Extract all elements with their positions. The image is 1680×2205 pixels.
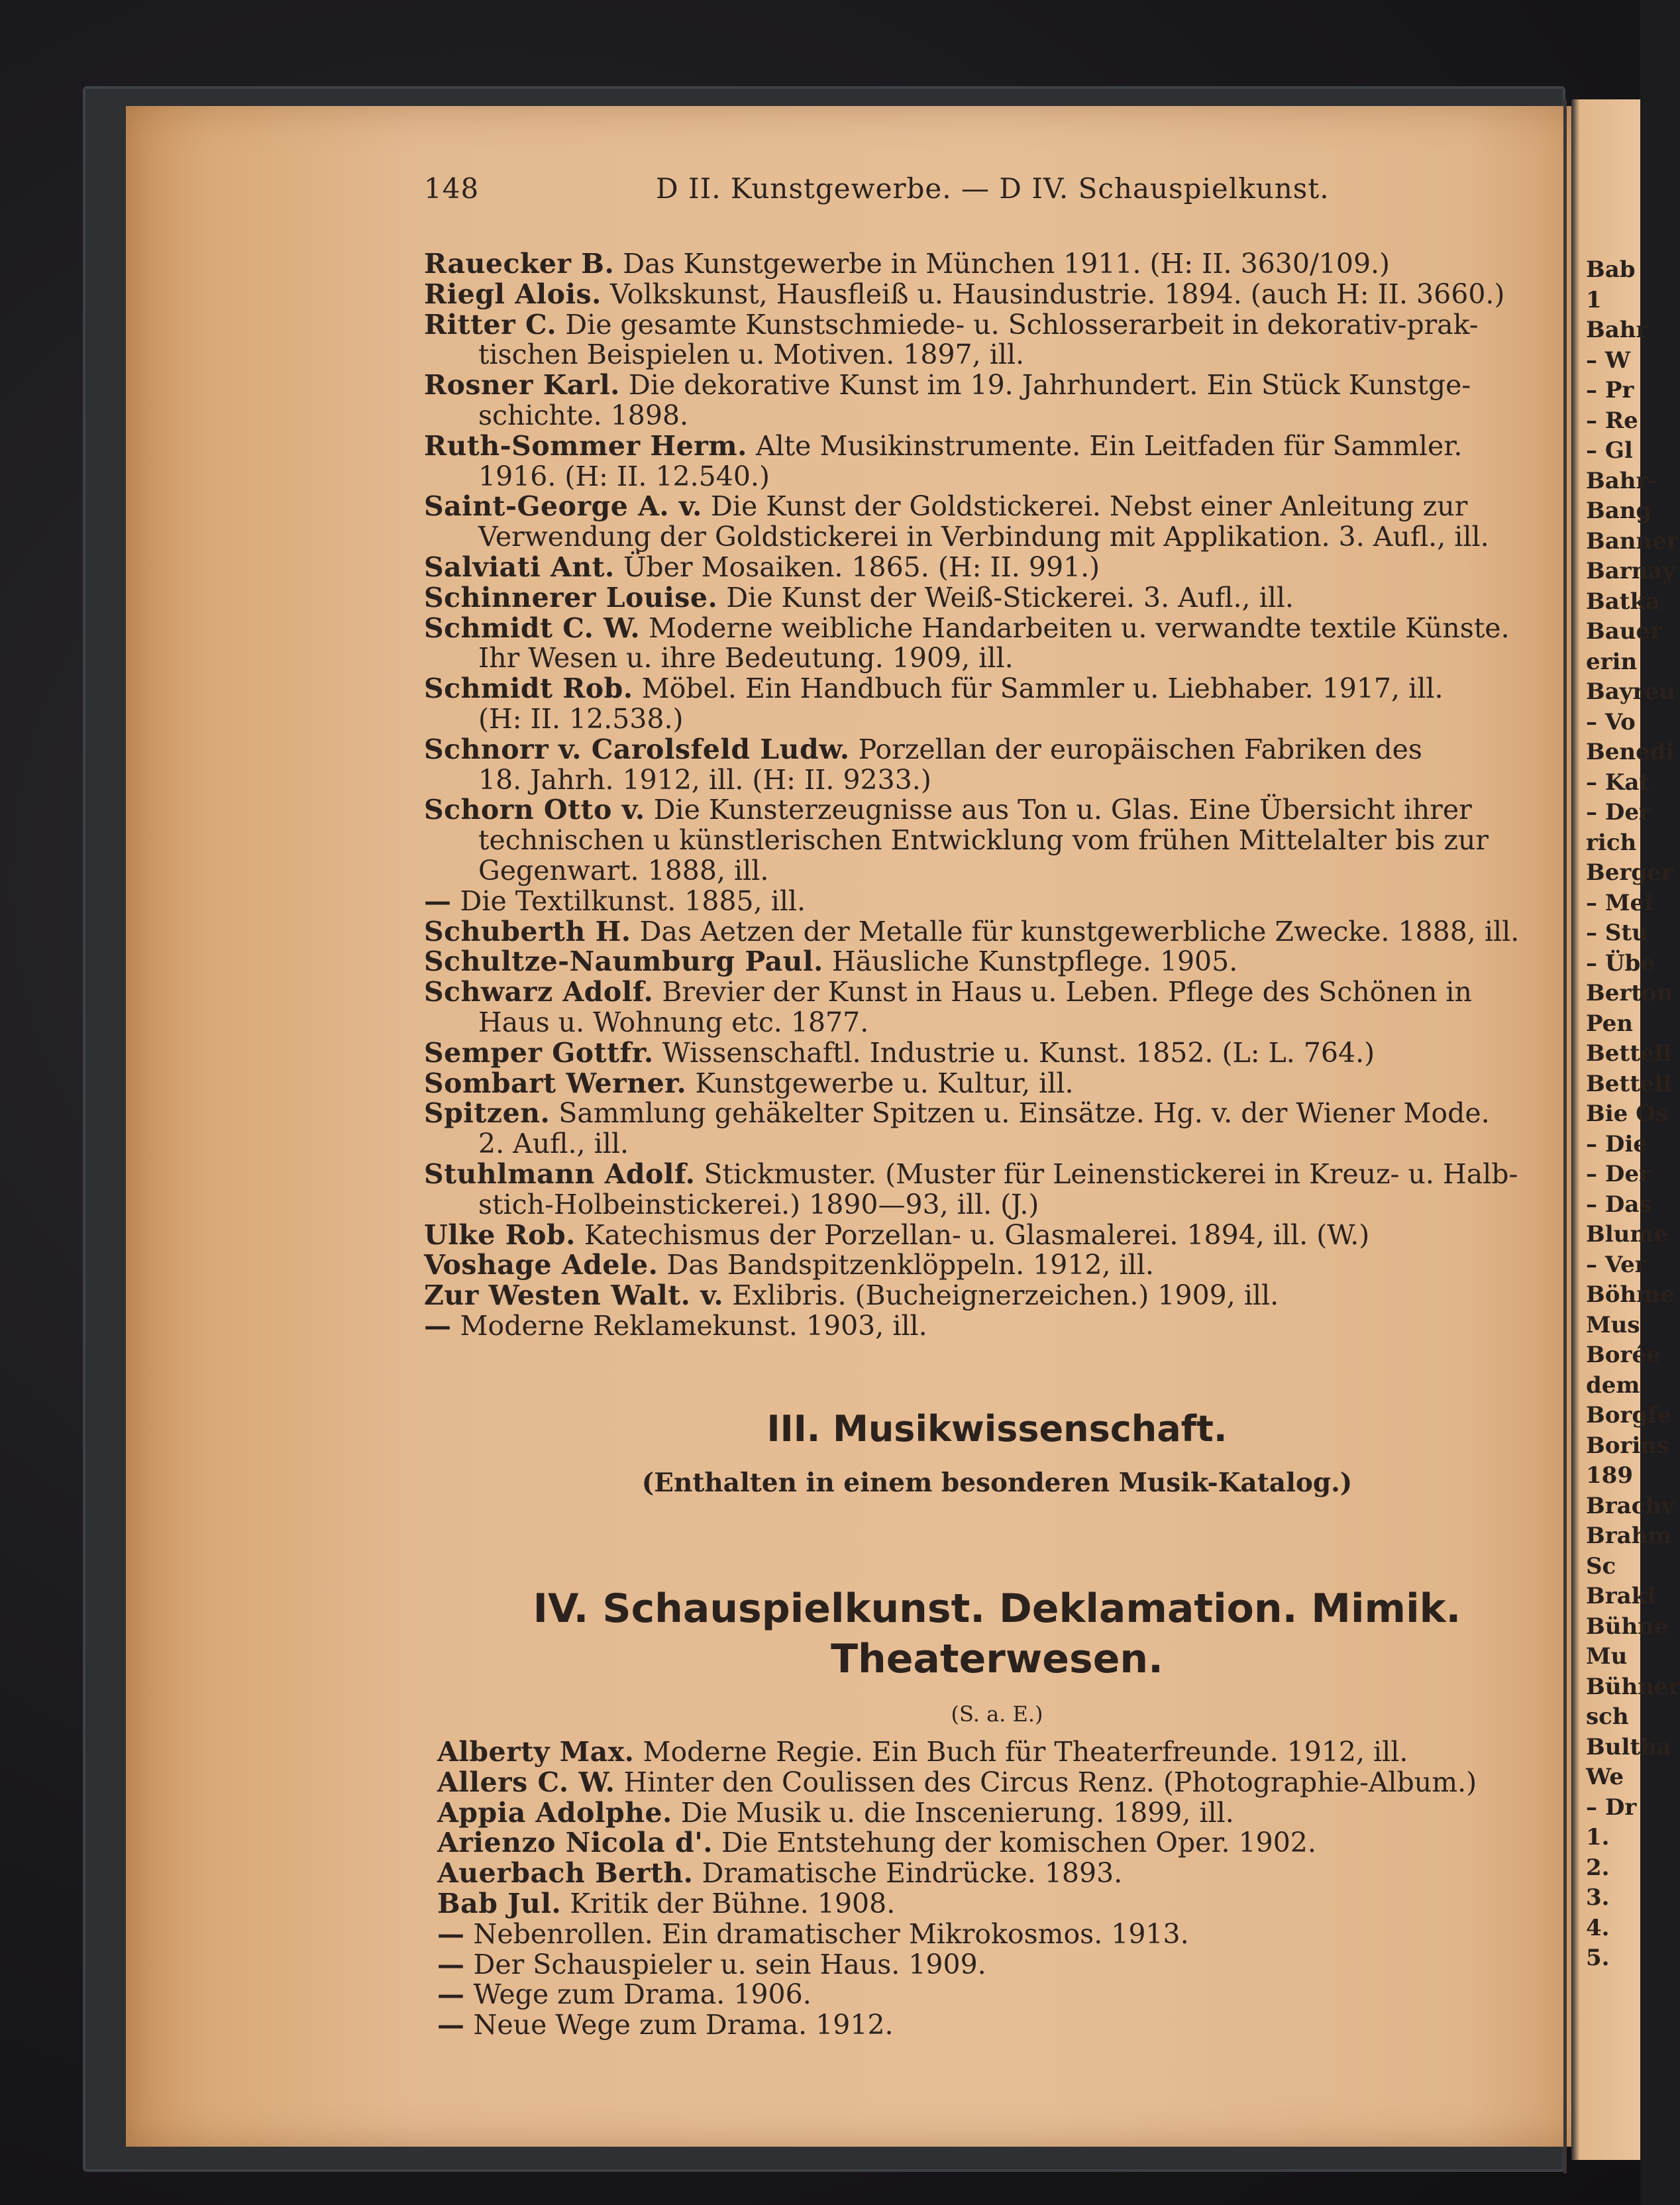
entry-title: Der Schauspieler u. sein Haus. 1909. (464, 1948, 986, 1980)
entry-author: Ruth-Sommer Herm. (424, 429, 747, 462)
right-page-fragment: Böhme (1586, 1281, 1675, 1308)
entry-author: Auerbach Berth. (437, 1857, 694, 1890)
entry-continuation: 18. Jahrh. 1912, ill. (H: II. 9233.) (478, 763, 931, 796)
right-page-fragment: We (1586, 1764, 1624, 1790)
right-page-fragment: rich (1586, 829, 1637, 856)
right-page-fragment: Mu (1586, 1643, 1628, 1670)
section-title-musikwissenschaft: III. Musikwissenschaft. (766, 1408, 1228, 1450)
entry-title: Moderne weibliche Handarbeiten u. verwandte textile Künste. (640, 612, 1510, 644)
right-page-fragment: Bang (1586, 498, 1652, 524)
bibliography-entry (424, 553, 1570, 583)
right-page-fragment: – Dr (1586, 1794, 1637, 1821)
section-title-schauspielkunst (424, 1584, 1570, 1684)
right-page-fragment: 3. (1586, 1884, 1610, 1911)
entry-title: Kunstgewerbe u. Kultur, ill. (686, 1067, 1074, 1099)
entry-author: Semper Gottfr. (424, 1036, 654, 1069)
right-page-fragment: Mus (1586, 1311, 1640, 1338)
right-page-fragment: dem (1586, 1371, 1640, 1399)
right-page-fragment: – Mei (1586, 889, 1654, 916)
right-page-fragment: – Der (1586, 799, 1651, 826)
right-page-fragments (1586, 255, 1680, 1974)
entry-title: Katechismus der Porzellan- u. Glasmalerei. 1894, ill. (W.) (575, 1218, 1370, 1251)
entry-author: Ulke Rob. (424, 1218, 576, 1251)
entry-author: Schorn Otto v. (424, 794, 645, 826)
bibliography-entry (424, 1281, 1570, 1311)
bibliography-entry (424, 1069, 1570, 1099)
right-page-fragment: Benedi (1586, 739, 1675, 765)
right-page-fragment: Borée (1586, 1342, 1661, 1368)
right-page-fragment: Blume (1586, 1221, 1668, 1248)
entry-title: Neue Wege zum Drama. 1912. (464, 2009, 894, 2041)
entry-author: Rosner Karl. (424, 369, 620, 402)
right-page-fragment: Borins (1586, 1432, 1670, 1459)
right-page-fragment: – Stu (1586, 920, 1648, 946)
right-page-fragment: Sc (1586, 1552, 1616, 1580)
right-page-fragment: Berton (1586, 980, 1673, 1006)
entry-author: — (437, 1917, 465, 1950)
bibliography-entry (424, 310, 1570, 371)
bibliography-entry (424, 614, 1570, 674)
page-number: 148 (424, 172, 480, 205)
entry-title: Häusliche Kunstpflege. 1905. (823, 945, 1238, 978)
bibliography-entry (424, 795, 1570, 886)
entry-author: Schwarz Adolf. (424, 976, 654, 1008)
bibliography-entry (424, 887, 1570, 917)
entry-author: Sombart Werner. (424, 1067, 687, 1099)
entry-author: Stuhlmann Adolf. (424, 1157, 696, 1190)
bibliography-entry (424, 1038, 1570, 1069)
bibliography-entry (437, 1950, 1570, 1980)
entry-author: Ritter C. (424, 308, 557, 341)
right-page-fragment: Bühne (1586, 1613, 1669, 1640)
entry-continuation: stich-Holbeinstickerei.) 1890—93, ill. (J.) (478, 1188, 1039, 1220)
entry-title: Das Bandspitzenklöppeln. 1912, ill. (658, 1249, 1154, 1281)
bibliography-entry (437, 1919, 1570, 1950)
right-page-fragment: – Übe (1586, 949, 1655, 977)
entry-continuation: schichte. 1898. (478, 399, 689, 431)
entry-title: Die Entstehung der komischen Oper. 1902. (713, 1827, 1316, 1859)
entry-title: Stickmuster. (Muster für Leinenstickerei in Kreuz- u. Halb- (695, 1157, 1518, 1190)
entry-author: Alberty Max. (437, 1736, 635, 1768)
right-page-fragment: Bettell (1586, 1070, 1672, 1097)
entry-title: Möbel. Ein Handbuch für Sammler u. Liebhaber. 1917, ill. (633, 672, 1444, 705)
bibliography-entry (424, 917, 1570, 947)
bibliography-entry (437, 1798, 1570, 1829)
right-page-fragment: Bauer (1586, 618, 1663, 645)
entry-title: Die gesamte Kunstschmiede- u. Schlosserarbeit in dekorativ-prak- (556, 308, 1479, 341)
bibliography-entry (424, 735, 1570, 796)
right-page-fragment: Barnay (1586, 558, 1676, 584)
entry-continuation: (H: II. 12.538.) (478, 702, 684, 735)
right-page-fragment: Bahr- (1586, 467, 1657, 494)
bibliography-entry (437, 1737, 1570, 1768)
right-page-fragment: 4. (1586, 1914, 1610, 1941)
right-page-fragment: 1. (1586, 1824, 1610, 1851)
entry-title: Alte Musikinstrumente. Ein Leitfaden für Sammler. (747, 429, 1463, 462)
right-page-fragment: 2. (1586, 1854, 1610, 1881)
entry-author: Schultze-Naumburg Paul. (424, 945, 823, 978)
section-subtitle-musikwissenschaft: (Enthalten in einem besonderen Musik-Katalog.) (641, 1468, 1353, 1498)
right-page-fragment: Bahr (1586, 317, 1648, 343)
entry-title: Die Kunst der Goldstickerei. Nebst einer Anleitung zur (702, 490, 1468, 523)
right-page-fragment: Brachv (1586, 1492, 1675, 1519)
entry-continuation: Gegenwart. 1888, ill. (478, 854, 769, 887)
right-page-fragment: – Re (1586, 407, 1638, 434)
bibliography-entry (437, 1980, 1570, 2010)
entry-title: Die Kunsterzeugnisse aus Ton u. Glas. Eine Übersicht ihrer (645, 794, 1472, 826)
entry-author: — (424, 1309, 452, 1342)
entry-title: Moderne Reklamekunst. 1903, ill. (451, 1309, 927, 1342)
entry-continuation: technischen u künstlerischen Entwicklung vom frühen Mittelalter bis zur (478, 824, 1489, 857)
entry-author: Saint-George A. v. (424, 490, 702, 523)
bibliography-entry (424, 1220, 1570, 1251)
entry-author: Rauecker B. (424, 248, 615, 280)
bibliography-entry (424, 977, 1570, 1038)
right-page-fragment: Bab (1586, 256, 1636, 283)
entry-continuation: 1916. (H: II. 12.540.) (478, 460, 770, 492)
right-page-fragment: Bie Os (1586, 1101, 1668, 1127)
section-title-line-2: Theaterwesen. (831, 1636, 1163, 1682)
bibliography-entry (424, 370, 1570, 431)
entry-author: — (424, 885, 452, 917)
entry-title: Die Textilkunst. 1885, ill. (451, 885, 806, 917)
entry-author: Schinnerer Louise. (424, 581, 718, 614)
entry-title: Die Musik u. die Inscenierung. 1899, ill. (672, 1796, 1234, 1829)
right-page-fragment: Bühner (1586, 1673, 1680, 1700)
right-page-fragment: – Pr (1586, 377, 1634, 403)
bibliography-entry (424, 249, 1570, 280)
entry-author: Allers C. W. (437, 1766, 615, 1798)
entry-list-kunstgewerbe (424, 249, 1570, 1342)
bibliography-entry (424, 492, 1570, 553)
bibliography-entry (424, 431, 1570, 492)
bibliography-entry (437, 1768, 1570, 1798)
right-page-fragment: 189 (1586, 1462, 1633, 1489)
entry-title: Die dekorative Kunst im 19. Jahrhundert. Ein Stück Kunstge- (619, 369, 1471, 402)
right-page-fragment: Borgfe (1586, 1402, 1672, 1428)
entry-title: Kritik der Bühne. 1908. (561, 1887, 896, 1919)
right-page-fragment: – Vo (1586, 708, 1636, 735)
entry-author: Bab Jul. (437, 1887, 562, 1919)
entry-title: Dramatische Eindrücke. 1893. (693, 1857, 1123, 1890)
right-page-fragment: – Kat (1586, 769, 1650, 796)
bibliography-entry (424, 1250, 1570, 1281)
right-page-fragment: Brahm (1586, 1523, 1672, 1549)
entry-title: Wissenschaftl. Industrie u. Kunst. 1852. (L: L. 764.) (653, 1036, 1375, 1069)
right-page-fragment: Pen (1586, 1010, 1634, 1037)
bibliography-entry (437, 1858, 1570, 1889)
right-page-fragment: Banner (1586, 527, 1679, 555)
entry-author: Zur Westen Walt. v. (424, 1279, 724, 1312)
bibliography-entry (424, 280, 1570, 310)
entry-continuation: tischen Beispielen u. Motiven. 1897, ill. (478, 339, 1025, 371)
right-page-fragment: – W (1586, 347, 1631, 374)
entry-title: Nebenrollen. Ein dramatischer Mikrokosmos. 1913. (464, 1917, 1189, 1950)
entry-continuation: Verwendung der Goldstickerei in Verbindung mit Applikation. 3. Aufl., ill. (478, 521, 1489, 553)
entry-title: Porzellan der europäischen Fabriken des (849, 733, 1422, 765)
bibliography-entry (424, 1159, 1570, 1220)
right-page-fragment: erin (1586, 648, 1638, 675)
entry-continuation: Ihr Wesen u. ihre Bedeutung. 1909, ill. (478, 642, 1014, 674)
right-page-fragment: – Der (1586, 1161, 1651, 1187)
entry-author: Appia Adolphe. (437, 1796, 672, 1829)
entry-title: Wege zum Drama. 1906. (464, 1978, 812, 2011)
bibliography-entry (424, 674, 1570, 735)
entry-title: Das Aetzen der Metalle für kunstgewerbliche Zwecke. 1888, ill. (631, 915, 1520, 947)
right-page-fragment: – Die (1586, 1130, 1648, 1157)
entry-title: Exlibris. (Bucheignerzeichen.) 1909, ill. (723, 1279, 1279, 1312)
entry-author: Schuberth H. (424, 915, 631, 947)
right-page-fragment: – Ver (1586, 1251, 1647, 1278)
entry-title: Brevier der Kunst in Haus u. Leben. Pflege des Schönen in (653, 976, 1472, 1008)
right-page-fragment: Bayreu (1586, 678, 1675, 705)
right-page-fragment: 5. (1586, 1945, 1610, 1971)
right-page-fragment: Batka (1586, 588, 1661, 615)
entry-author: — (437, 1948, 465, 1980)
entry-author: — (437, 1978, 465, 2011)
entry-author: Arienzo Nicola d'. (437, 1827, 713, 1859)
entry-author: Salviati Ant. (424, 551, 615, 583)
section-title-line-1: IV. Schauspielkunst. Deklamation. Mimik. (533, 1586, 1461, 1632)
entry-author: — (437, 2009, 465, 2041)
right-page-fragment: – Das (1586, 1191, 1652, 1218)
entry-author: Schmidt Rob. (424, 672, 633, 705)
entry-author: Schnorr v. Carolsfeld Ludw. (424, 733, 850, 765)
entry-title: Moderne Regie. Ein Buch für Theaterfreunde. 1912, ill. (634, 1736, 1408, 1768)
entry-title: Sammlung gehäkelter Spitzen u. Einsätze. Hg. v. der Wiener Mode. (550, 1097, 1490, 1130)
right-page-fragment: sch (1586, 1703, 1629, 1730)
section-note: (S. a. E.) (951, 1701, 1043, 1727)
entry-list-schauspielkunst (437, 1737, 1570, 2041)
bibliography-entry (424, 947, 1570, 977)
right-page-fragment: – Gl (1586, 437, 1633, 464)
right-page-fragment: Bettell (1586, 1040, 1672, 1067)
entry-author: Schmidt C. W. (424, 612, 641, 644)
right-page-fragment: 1 (1586, 286, 1602, 313)
bibliography-entry (437, 2010, 1570, 2041)
bibliography-entry (424, 583, 1570, 614)
right-page-fragment: Brakl (1586, 1583, 1656, 1609)
right-page-edge (1571, 99, 1680, 2160)
bibliography-entry (424, 1099, 1570, 1159)
entry-title: Die Kunst der Weiß-Stickerei. 3. Aufl., ill. (717, 581, 1294, 614)
right-page-fragment: Bultha (1586, 1733, 1671, 1760)
entry-continuation: 2. Aufl., ill. (478, 1128, 629, 1160)
right-page-fragment: Berger (1586, 859, 1673, 886)
running-title: D II. Kunstgewerbe. — D IV. Schauspielkunst. (656, 172, 1330, 205)
entry-title: Über Mosaiken. 1865. (H: II. 991.) (614, 551, 1100, 583)
entry-title: Das Kunstgewerbe in München 1911. (H: II. 3630/109.) (614, 248, 1391, 280)
entry-author: Spitzen. (424, 1097, 551, 1130)
entry-title: Hinter den Coulissen des Circus Renz. (Photographie-Album.) (615, 1766, 1477, 1798)
bibliography-entry (437, 1828, 1570, 1858)
entry-author: Voshage Adele. (424, 1249, 658, 1281)
entry-title: Volkskunst, Hausfleiß u. Hausindustrie. 1894. (auch H: II. 3660.) (601, 278, 1505, 310)
bibliography-entry (424, 1311, 1570, 1342)
bibliography-entry (437, 1889, 1570, 1919)
entry-author: Riegl Alois. (424, 278, 602, 310)
entry-continuation: Haus u. Wohnung etc. 1877. (478, 1006, 869, 1038)
